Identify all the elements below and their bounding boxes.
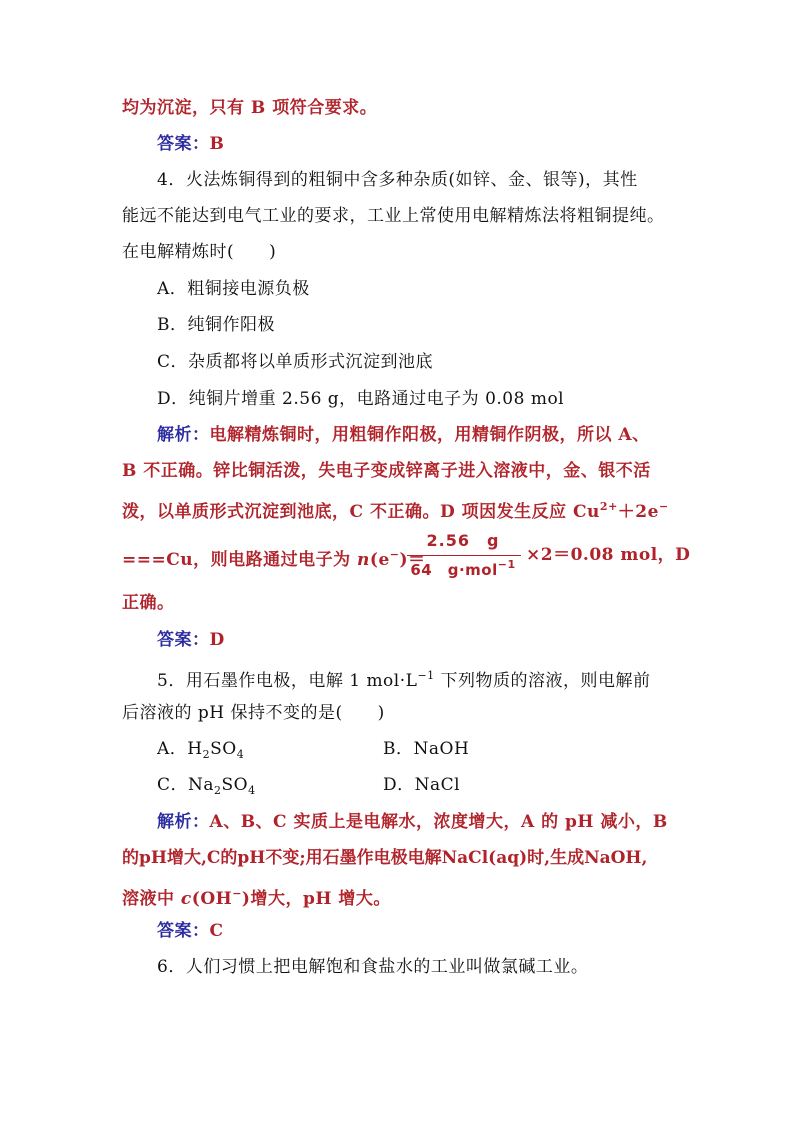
explanation-4-line-5 bbox=[122, 591, 175, 615]
explanation-text: 泼，以单质形式沉淀到池底，C 不正确。D 项因发生反应 Cu bbox=[122, 502, 600, 522]
explanation-4-line-1 bbox=[157, 423, 650, 447]
explanation-text: (e bbox=[369, 550, 390, 570]
answer-label: 答案： bbox=[157, 921, 210, 941]
answer-line bbox=[157, 628, 225, 652]
option-text: B．NaOH bbox=[383, 739, 470, 759]
fraction-numerator: 2.56 g bbox=[426, 531, 500, 550]
superscript: − bbox=[658, 500, 669, 513]
option-d bbox=[157, 387, 564, 411]
superscript: −1 bbox=[497, 558, 516, 571]
option-c bbox=[157, 350, 433, 374]
answer-value: D bbox=[209, 630, 225, 650]
explanation-text: ＋2e bbox=[617, 502, 659, 522]
question-text: 5．用石墨作电极，电解 1 mol·L bbox=[157, 671, 418, 691]
question-text: 6．人们习惯上把电解饱和食盐水的工业叫做氯碱工业。 bbox=[157, 957, 589, 977]
explanation-4-line-4 bbox=[122, 543, 426, 572]
option-b bbox=[383, 737, 469, 761]
answer-line bbox=[157, 132, 224, 156]
explanation-label: 解析： bbox=[157, 812, 210, 832]
question-4-line-2 bbox=[122, 204, 665, 228]
explanation-label: 解析： bbox=[157, 425, 210, 445]
answer-value: C bbox=[209, 921, 224, 941]
question-text: 能远不能达到电气工业的要求，工业上常使用电解精炼法将粗铜提纯。 bbox=[122, 206, 665, 226]
explanation-text: 溶液中 bbox=[122, 889, 181, 909]
subscript: 4 bbox=[248, 784, 256, 797]
explanation-text: 正确。 bbox=[122, 593, 175, 613]
answer-value: B bbox=[209, 134, 225, 154]
explanation-text: )＝ bbox=[399, 550, 426, 570]
explanation-text: A、B、C 实质上是电解水，浓度增大，A 的 pH 减小，B bbox=[209, 812, 668, 832]
question-text: 在电解精炼时( ) bbox=[122, 242, 277, 262]
explanation-4-line-4-tail bbox=[526, 543, 690, 567]
option-text: A．H bbox=[157, 739, 203, 759]
question-5-line-1 bbox=[157, 664, 651, 693]
subscript: 2 bbox=[214, 784, 222, 797]
fraction bbox=[403, 528, 523, 582]
explanation-text: ===Cu，则电路通过电子为 bbox=[122, 550, 358, 570]
fraction-bar bbox=[407, 555, 521, 556]
explanation-continuation: 均为沉淀，只有 B 项符合要求。 bbox=[122, 98, 378, 118]
explanation-4-line-3 bbox=[122, 495, 669, 524]
explanation-text: B 不正确。锌比铜活泼，失电子变成锌离子进入溶液中，金、银不活 bbox=[122, 461, 651, 481]
superscript: 2+ bbox=[599, 500, 618, 513]
explanation-4-line-2 bbox=[122, 459, 651, 483]
question-4-line-3 bbox=[122, 240, 276, 264]
explanation-5-line-1 bbox=[157, 810, 668, 834]
italic-symbol: n bbox=[357, 550, 370, 570]
italic-symbol: c bbox=[180, 889, 192, 909]
superscript: − bbox=[232, 887, 242, 900]
explanation-text: )增大，pH 增大。 bbox=[241, 889, 391, 909]
fraction-denominator-text: 64 g·mol bbox=[410, 561, 498, 579]
question-text: 后溶液的 pH 保持不变的是( ) bbox=[122, 703, 385, 723]
option-text: C．Na bbox=[157, 775, 215, 795]
explanation-text: 的pH增大,C的pH不变;用石墨作电极电解NaCl(aq)时,生成NaOH, bbox=[122, 848, 648, 868]
fraction-denominator bbox=[403, 558, 523, 580]
option-text: B．纯铜作阳极 bbox=[157, 315, 275, 335]
option-a bbox=[157, 737, 244, 767]
option-c bbox=[157, 773, 256, 803]
question-5-line-2 bbox=[122, 701, 385, 725]
question-4-line-1 bbox=[157, 168, 638, 192]
question-text: 4．火法炼铜得到的粗铜中含多种杂质(如锌、金、银等)，其性 bbox=[157, 170, 638, 190]
answer-line bbox=[157, 919, 224, 943]
option-text: C．杂质都将以单质形式沉淀到池底 bbox=[157, 352, 434, 372]
answer-label: 答案： bbox=[157, 630, 210, 650]
option-text: SO bbox=[221, 775, 249, 795]
subscript: 4 bbox=[236, 748, 245, 761]
text-line bbox=[122, 96, 377, 120]
option-text: D．NaCl bbox=[383, 775, 461, 795]
option-text: A．粗铜接电源负极 bbox=[157, 279, 310, 299]
explanation-text: (OH bbox=[191, 889, 233, 909]
option-a bbox=[157, 277, 310, 301]
superscript: − bbox=[389, 548, 400, 561]
superscript: −1 bbox=[417, 669, 435, 682]
explanation-text: 电解精炼铜时，用粗铜作阳极，用精铜作阴极，所以 A、 bbox=[209, 425, 650, 445]
option-text: D．纯铜片增重 2.56 g，电路通过电子为 0.08 mol bbox=[157, 389, 565, 409]
answer-label: 答案： bbox=[157, 134, 210, 154]
option-d bbox=[383, 773, 460, 797]
option-text: SO bbox=[210, 739, 237, 759]
question-text: 下列物质的溶液，则电解前 bbox=[434, 671, 651, 691]
question-6-line-1 bbox=[157, 955, 588, 979]
explanation-text: ×2＝0.08 mol，D bbox=[526, 545, 691, 565]
explanation-5-line-2 bbox=[122, 846, 647, 870]
subscript: 2 bbox=[202, 748, 211, 761]
explanation-5-line-3 bbox=[122, 882, 391, 911]
option-b bbox=[157, 313, 275, 337]
